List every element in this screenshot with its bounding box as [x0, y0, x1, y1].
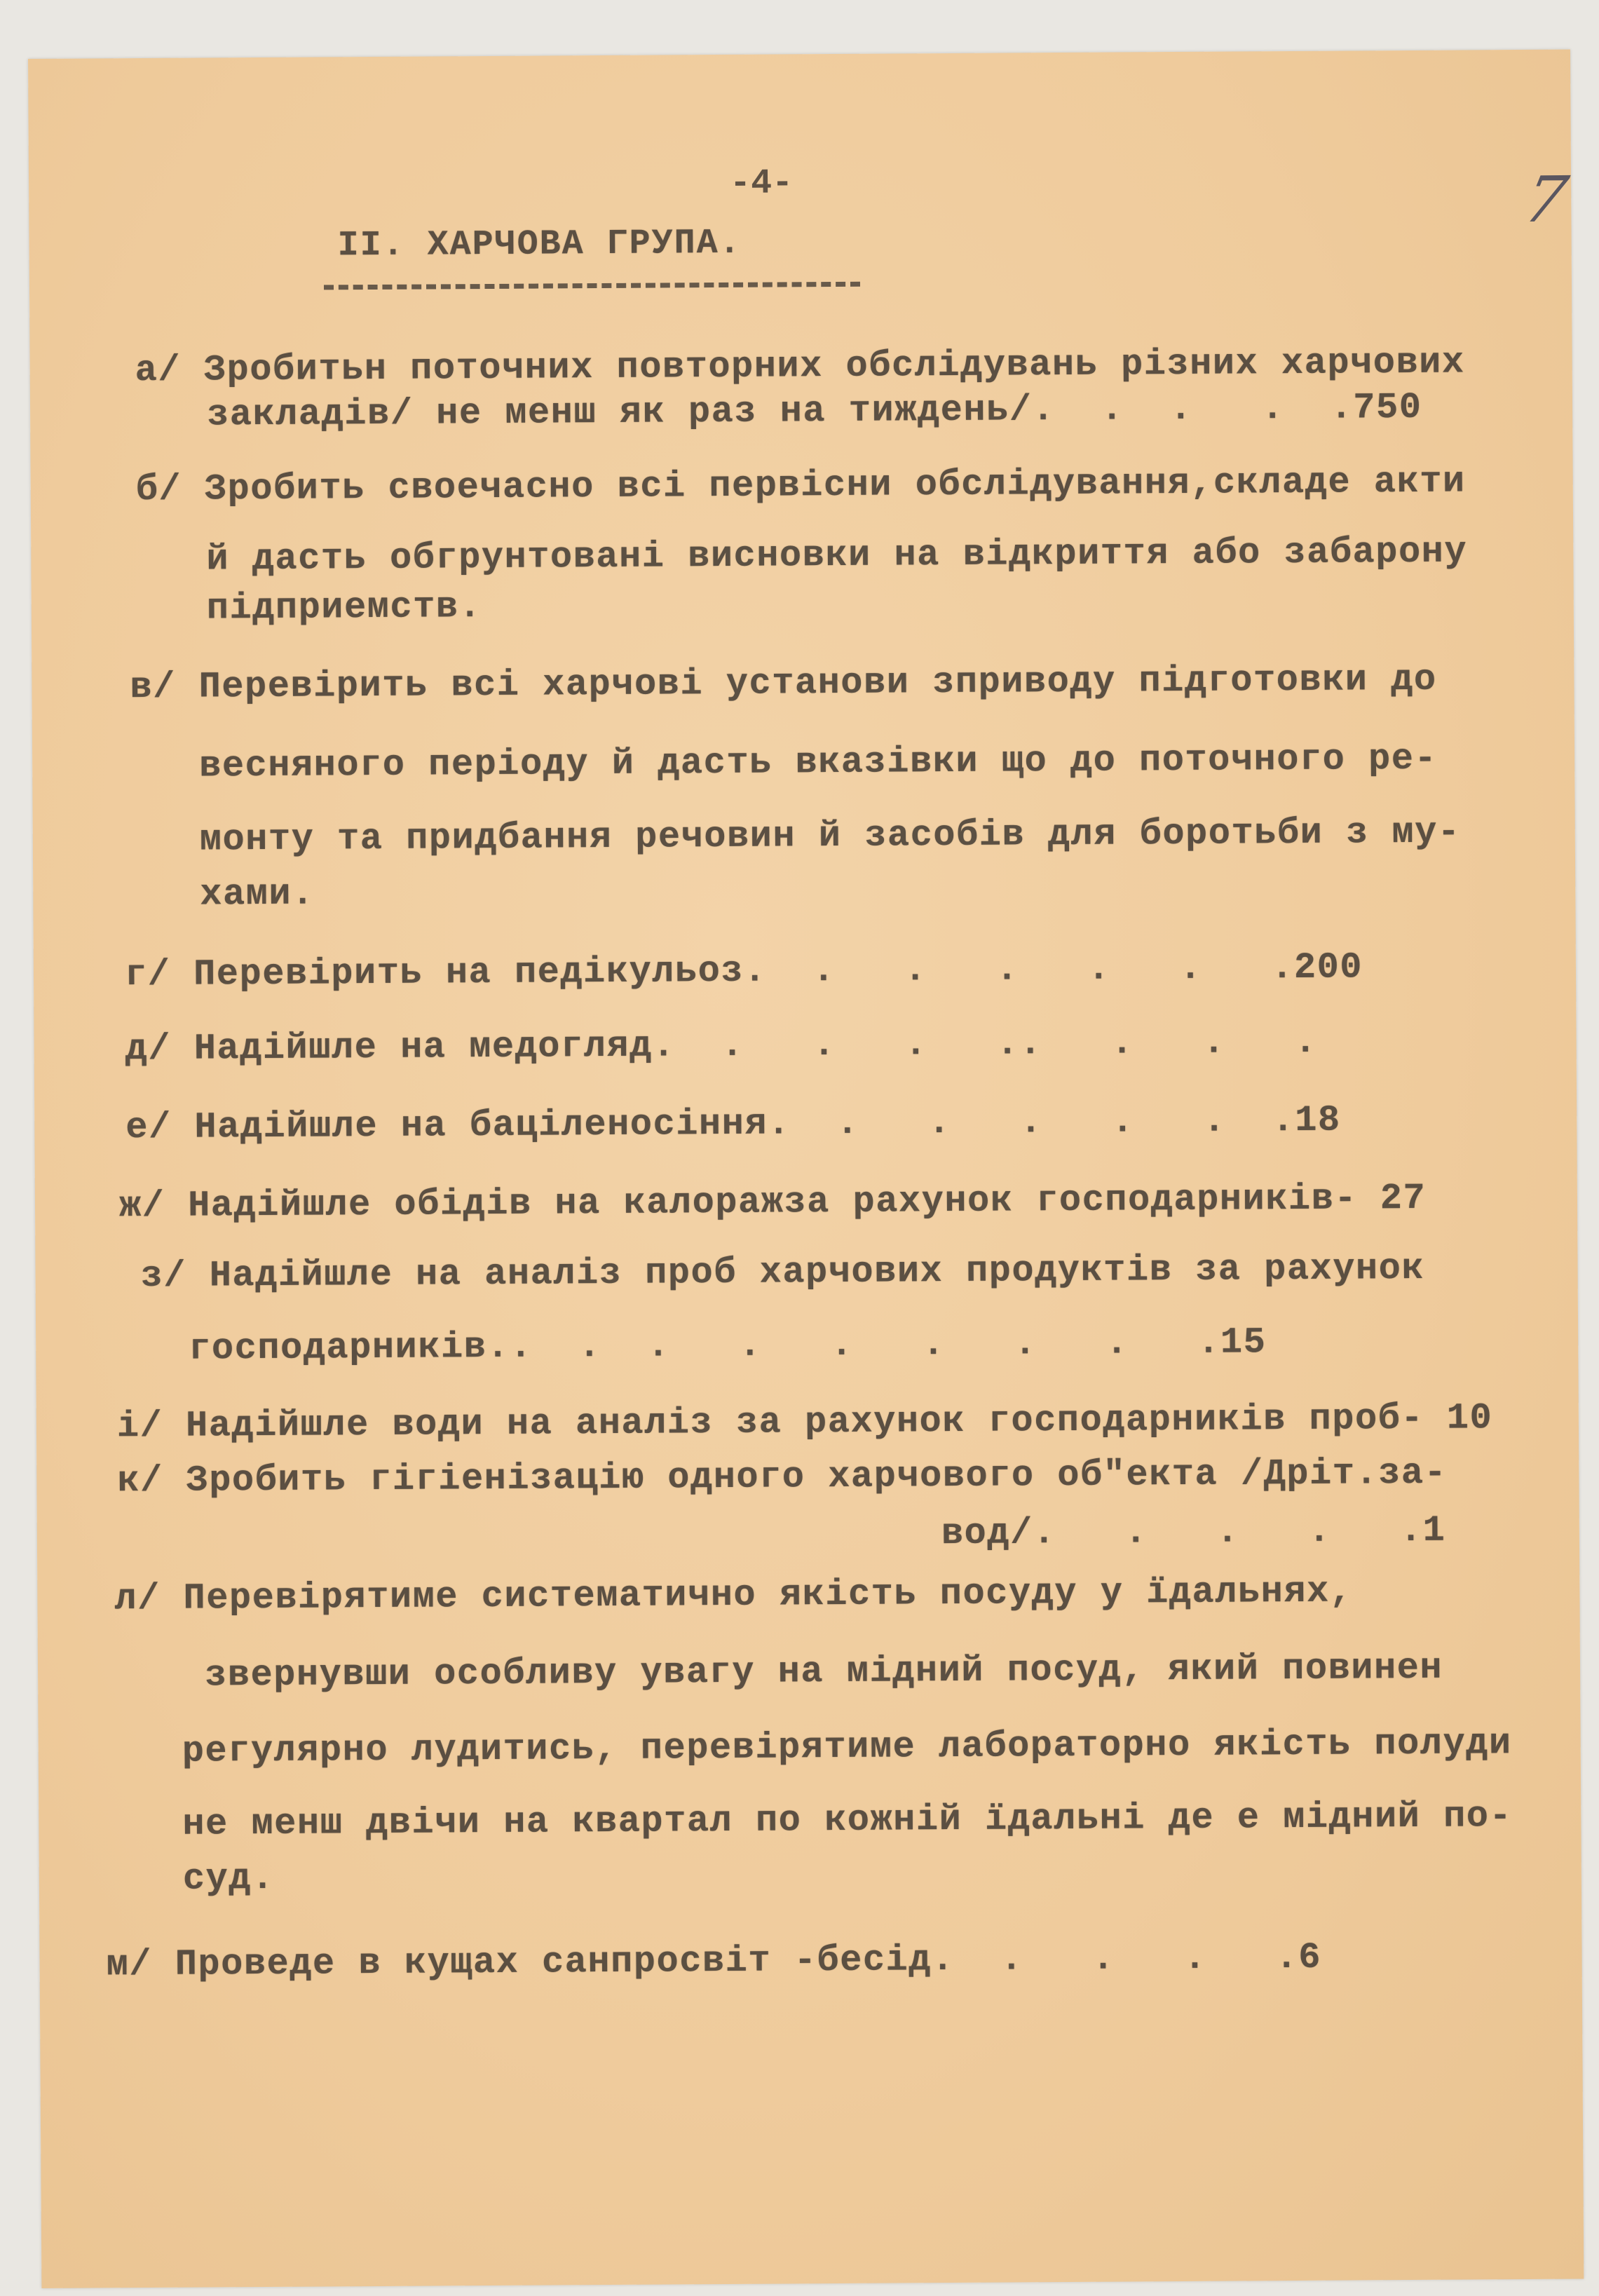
- item-a-line-2: [206, 386, 1422, 436]
- item-text: Зробить гігіенізацію одного харчового об"екта /Дріт.за-: [186, 1452, 1448, 1502]
- item-b-line-2: [206, 531, 1468, 580]
- item-value: 750: [1353, 386, 1422, 429]
- item-text: Зробить своечасно всі первісни обслідування,складе акти: [204, 461, 1466, 510]
- item-text: Надійшле обідів на калоражза рахунок господарників-: [187, 1178, 1358, 1227]
- archive-sheet-number: 7: [1518, 163, 1574, 238]
- item-v-line-4: [200, 873, 315, 916]
- item-i-line-1: [116, 1397, 1493, 1448]
- item-l-line-1: [114, 1570, 1353, 1620]
- item-v-line-2: [198, 738, 1438, 787]
- item-text: Перевірить всі харчові установи зприводу підготовки до: [198, 658, 1437, 708]
- item-z-line-1: [140, 1247, 1425, 1298]
- item-l-line-4: [182, 1795, 1513, 1845]
- item-k-line-2: [941, 1509, 1446, 1555]
- item-text: вод/. . . . .: [941, 1509, 1423, 1555]
- item-value: 10: [1446, 1397, 1493, 1439]
- item-d-line-1: [125, 1021, 1318, 1071]
- item-g-line-1: [124, 946, 1363, 996]
- item-text: підприемств.: [206, 586, 482, 630]
- item-label: г/: [124, 953, 171, 996]
- item-text: хами.: [200, 873, 315, 916]
- item-b-line-3: [206, 586, 482, 630]
- item-label: і/: [116, 1405, 163, 1448]
- item-label: з/: [140, 1255, 187, 1298]
- item-k-line-1: [117, 1452, 1448, 1502]
- item-text: Надійшле на аналіз проб харчових продуктів за рахунок: [209, 1247, 1425, 1297]
- item-l-line-2: [204, 1647, 1443, 1697]
- item-a-line-1: [135, 341, 1465, 392]
- item-value: 18: [1295, 1099, 1341, 1141]
- item-l-line-3: [182, 1725, 1512, 1770]
- item-label: к/: [117, 1460, 163, 1502]
- item-text: весняного періоду й дасть вказівки що до поточного ре-: [198, 738, 1438, 787]
- item-text: суд.: [182, 1857, 275, 1900]
- item-text: не менш двічи на квартал по кожній їдальні де е мідний по-: [182, 1795, 1513, 1845]
- item-text: господарників.. . . . . . . . .: [189, 1322, 1221, 1370]
- item-text: Зробитьн поточних повторних обслідувань різних харчових: [203, 341, 1465, 391]
- item-text: Перевірятиме систематично якість посуду у їдальнях,: [183, 1570, 1353, 1619]
- item-label: д/: [125, 1028, 172, 1071]
- item-label: б/: [135, 468, 182, 511]
- item-value: 1: [1422, 1509, 1446, 1551]
- item-z-line-2: [189, 1322, 1267, 1370]
- item-value: 200: [1293, 946, 1363, 989]
- item-text: звернувши особливу увагу на мідний посуд, який повинен: [204, 1647, 1443, 1697]
- item-v-line-3: [199, 811, 1461, 861]
- item-value: 6: [1298, 1936, 1322, 1978]
- section-title: II. ХАРЧОВА ГРУПА.: [337, 223, 742, 266]
- title-underline: [324, 282, 860, 290]
- item-text: Надійшле на баціленосіння. . . . . . .: [194, 1099, 1295, 1148]
- item-label: м/: [106, 1943, 153, 1986]
- item-label: е/: [125, 1106, 172, 1149]
- item-text: Надійшле на медогляд. . . . .. . . .: [193, 1021, 1318, 1070]
- item-label: л/: [114, 1577, 161, 1620]
- item-v-line-1: [130, 658, 1437, 709]
- item-text: регулярно лудитись, перевірятиме лабораторно якість полуди: [182, 1723, 1512, 1772]
- item-text: закладів/ не менш як раз на тиждень/. . . . .: [206, 387, 1354, 436]
- item-text: монту та придбання речовин й засобів для боротьби з му-: [199, 811, 1461, 861]
- item-e-line-1: [125, 1099, 1341, 1149]
- item-label: ж/: [118, 1185, 165, 1228]
- item-text: Надійшле води на аналіз за рахунок господарників проб-: [185, 1397, 1424, 1447]
- item-text: Перевірить на педікульоз. . . . . . .: [193, 946, 1295, 996]
- item-text: Проведе в кущах санпросвіт -бесід. . . . .: [175, 1936, 1299, 1985]
- item-value: 27: [1380, 1177, 1427, 1220]
- item-l-line-5: [182, 1857, 275, 1900]
- item-m-line-1: [106, 1936, 1322, 1986]
- item-value: 15: [1220, 1322, 1267, 1364]
- item-label: а/: [135, 349, 182, 392]
- item-zh-line-1: [118, 1177, 1427, 1228]
- document-page: [28, 50, 1584, 2288]
- page-number: -4-: [729, 163, 794, 204]
- item-b-line-1: [135, 461, 1466, 511]
- item-text: й дасть обгрунтовані висновки на відкриття або забарону: [206, 531, 1468, 580]
- item-label: в/: [130, 666, 177, 709]
